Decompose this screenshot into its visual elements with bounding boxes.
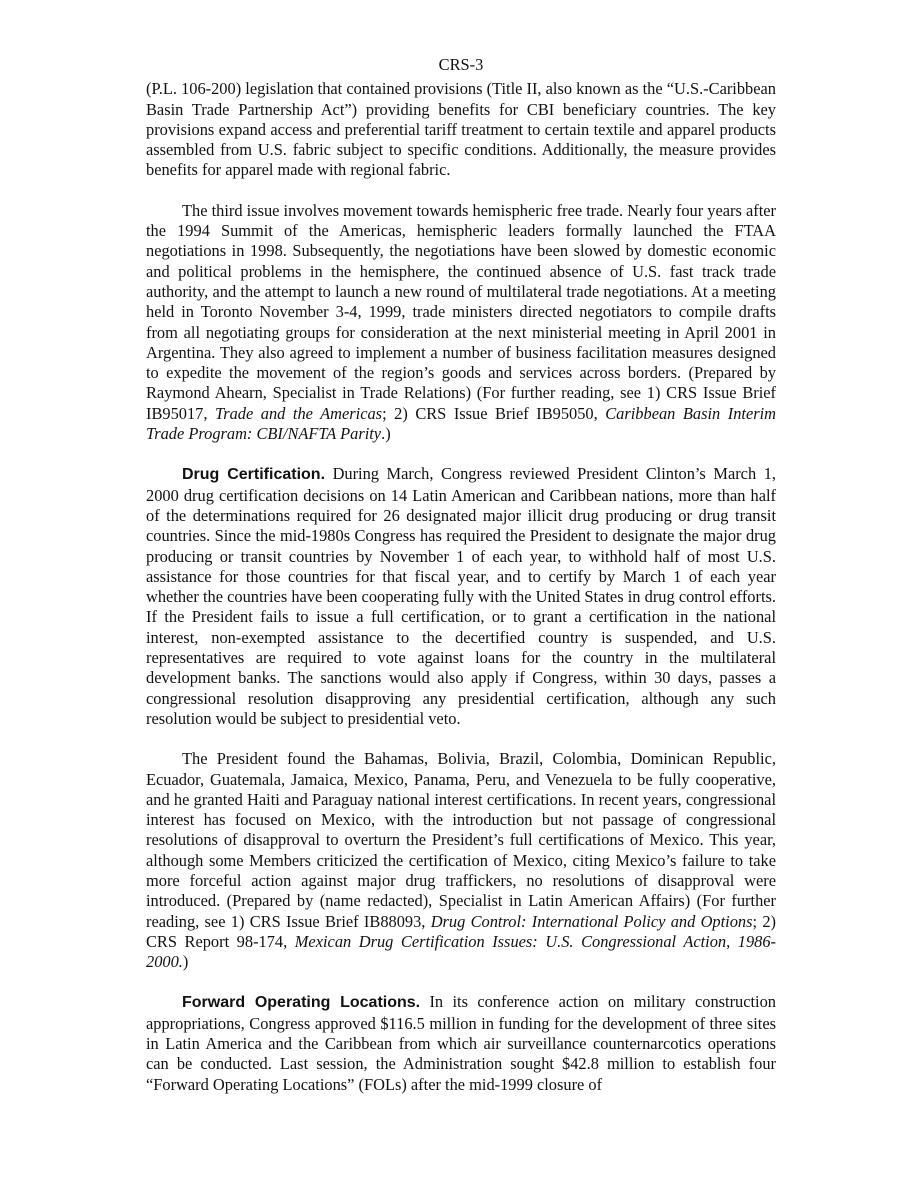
citation-title: Caribbean Basin Interim Trade Program: CBI/NAFTA Parity [146, 403, 777, 444]
paragraph-text: (P.L. 106-200) legislation that contained provisions (Title II, also known as the “U.S.-Caribbean Basin Trade Partnership Act”) providing benefits for CBI beneficiary countries. The key provisions expand access and preferential tariff treatment to certain textile and apparel products assembled from U.S. fabric subject to specific conditions. Additionally, the measure provides benefits for apparel made with regional fabric. [146, 79, 776, 180]
paragraph-hemispheric-free-trade [146, 201, 776, 445]
paragraph-text: In its conference action on military construction appropriations, Congress approved $116.5 million in funding for the development of three sites in Latin America and the Caribbean from which air surveillance counternarcotics operations can be conducted. Last session, the Administration sought $42.8 million to establish four “Forward Operating Locations” (FOLs) after the mid-1999 closure of [146, 992, 777, 1094]
paragraph-text: During March, Congress reviewed President Clinton’s March 1, 2000 drug certification decisions on 14 Latin American and Caribbean nations, more than half of the determinations required for 26 designated major illicit drug producing or drug transit countries. Since the mid-1980s Congress has required the President to designate the major drug producing or transit countries by November 1 of each year, to withhold half of most U.S. assistance for those countries for that fiscal year, and to certify by March 1 of each year whether the countries have been cooperating fully with the United States in drug control efforts. If the President fails to issue a full certification, or to grant a certification in the national interest, non-exempted assistance to the decertified country is suspended, and U.S. representatives are required to vote against loans for the country in the multilateral development banks. The sanctions would also apply if Congress, within 30 days, passes a congressional resolution disapproving any presidential certification, although any such resolution would be subject to presidential veto. [146, 464, 776, 728]
section-heading-forward-operating-locations: Forward Operating Locations. [182, 994, 421, 1012]
section-heading-drug-certification: Drug Certification. [182, 466, 326, 484]
citation-title: Drug Control: International Policy and Options [430, 911, 753, 931]
paragraph-text: The President found the Bahamas, Bolivia, Brazil, Colombia, Dominican Republic, Ecuador, Guatemala, Jamaica, Mexico, Panama, Peru, and Venezuela to be fully cooperative, and he granted Haiti and Paraguay national interest certifications. In recent years, congressional interest has focused on Mexico, with the introduction but not passage of congressional resolutions of disapproval to overturn the President’s full certifications of Mexico. This year, although some Members criticized the certification of Mexico, citing Mexico’s failure to take more forceful action against major drug traffickers, no resolutions of disapproval were introduced. (Prepared by (name redacted), Specialist in Latin American Affairs) (For further reading, see 1) CRS Issue Brief IB88093, [146, 749, 776, 931]
citation-separator: ; 2) CRS Report 98-174, [146, 911, 777, 951]
paragraph-cbi-legislation [146, 79, 776, 180]
paragraph-text: The third issue involves movement towards hemispheric free trade. Nearly four years after the 1994 Summit of the Americas, hemispheric leaders formally launched the FTAA negotiations in 1998. Subsequently, the negotiations have been slowed by domestic economic and political problems in the hemisphere, the continued absence of U.S. fast track trade authority, and the attempt to launch a new round of multilateral trade negotiations. At a meeting held in Toronto November 3-4, 1999, trade ministers directed negotiators to compile drafts from all negotiating groups for consideration at the next ministerial meeting in April 2001 in Argentina. They also agreed to implement a number of business facilitation measures designed to expedite the movement of the region’s goods and services across borders. (Prepared by Raymond Ahearn, Specialist in Trade Relations) (For further reading, see 1) CRS Issue Brief IB95017, [146, 200, 776, 423]
citation-separator: ; 2) CRS Issue Brief IB95050, [382, 403, 606, 423]
citation-title: Mexican Drug Certification Issues: U.S. Congressional Action, 1986-2000. [146, 931, 777, 972]
citation-end: .) [381, 424, 391, 444]
paragraph-forward-operating-locations [146, 992, 776, 1094]
paragraph-drug-certification [146, 464, 776, 729]
document-page [146, 0, 776, 1095]
citation-end: ) [182, 952, 189, 972]
page-header: CRS-3 [438, 55, 484, 74]
citation-title: Trade and the Americas [215, 403, 383, 423]
paragraph-president-findings [146, 749, 776, 972]
